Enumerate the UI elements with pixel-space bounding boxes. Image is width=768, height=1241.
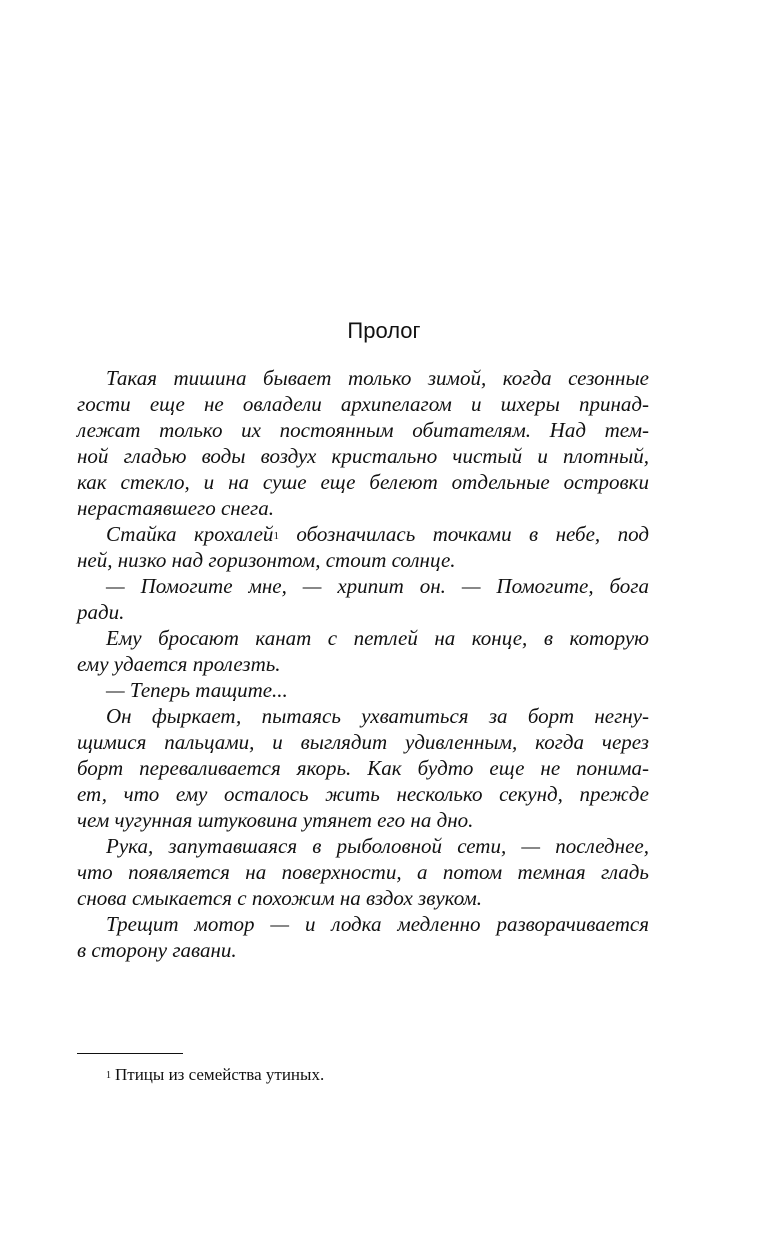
paragraph-3 bbox=[77, 573, 649, 625]
text-line: чем чугунная штуковина утянет его на дно. bbox=[77, 808, 474, 832]
text-fragment: Стайка крохалей bbox=[106, 522, 274, 546]
paragraph-7 bbox=[77, 833, 649, 911]
text-line: ной гладью воды воздух кристально чистый и плотный, bbox=[77, 444, 649, 468]
text-line: ему удается пролезть. bbox=[77, 652, 281, 676]
text-line: нерастаявшего снега. bbox=[77, 496, 274, 520]
text-line: Ему бросают канат с петлей на конце, в которую bbox=[106, 626, 649, 650]
text-line: ради. bbox=[77, 600, 125, 624]
chapter-title: Пролог bbox=[347, 318, 421, 343]
text-line: — Теперь тащите... bbox=[106, 678, 288, 702]
text-line: щимися пальцами, и выглядит удивленным, когда через bbox=[77, 730, 649, 754]
paragraph-1 bbox=[77, 365, 649, 521]
text-line: лежат только их постоянным обитателям. Над тем- bbox=[77, 418, 649, 442]
paragraph-2 bbox=[77, 521, 649, 573]
text-fragment: обозначилась точками в небе, под bbox=[278, 522, 649, 546]
text-line: Трещит мотор — и лодка медленно разворачивается bbox=[106, 912, 649, 936]
text-line: гости еще не овладели архипелагом и шхеры принад- bbox=[77, 392, 649, 416]
footnote-number: 1 bbox=[106, 1070, 111, 1081]
footnote-marker: 1 bbox=[273, 530, 279, 542]
text-line: борт переваливается якорь. Как будто еще не понима- bbox=[77, 756, 649, 780]
text-line: Он фыркает, пытаясь ухватиться за борт негну- bbox=[106, 704, 649, 728]
footnote bbox=[106, 1064, 666, 1086]
text-line: Такая тишина бывает только зимой, когда сезонные bbox=[106, 366, 649, 390]
text-line: ней, низко над горизонтом, стоит солнце. bbox=[77, 548, 456, 572]
text-line: ет, что ему осталось жить несколько секунд, прежде bbox=[77, 782, 649, 806]
text-line: Рука, запутавшаяся в рыболовной сети, — последнее, bbox=[106, 834, 649, 858]
chapter-body bbox=[77, 365, 649, 963]
text-line: что появляется на поверхности, а потом темная гладь bbox=[77, 860, 649, 884]
text-line bbox=[77, 521, 649, 547]
text-line: снова смыкается с похожим на вздох звуком. bbox=[77, 886, 483, 910]
footnote-text: Птицы из семейства утиных. bbox=[115, 1065, 325, 1084]
text-line: в сторону гавани. bbox=[77, 938, 237, 962]
paragraph-8 bbox=[77, 911, 649, 963]
text-line: — Помогите мне, — хрипит он. — Помогите, бога bbox=[106, 574, 649, 598]
paragraph-5 bbox=[77, 677, 649, 703]
footnote-separator bbox=[77, 1053, 183, 1054]
paragraph-4 bbox=[77, 625, 649, 677]
paragraph-6 bbox=[77, 703, 649, 833]
text-line: как стекло, и на суше еще белеют отдельные островки bbox=[77, 470, 649, 494]
